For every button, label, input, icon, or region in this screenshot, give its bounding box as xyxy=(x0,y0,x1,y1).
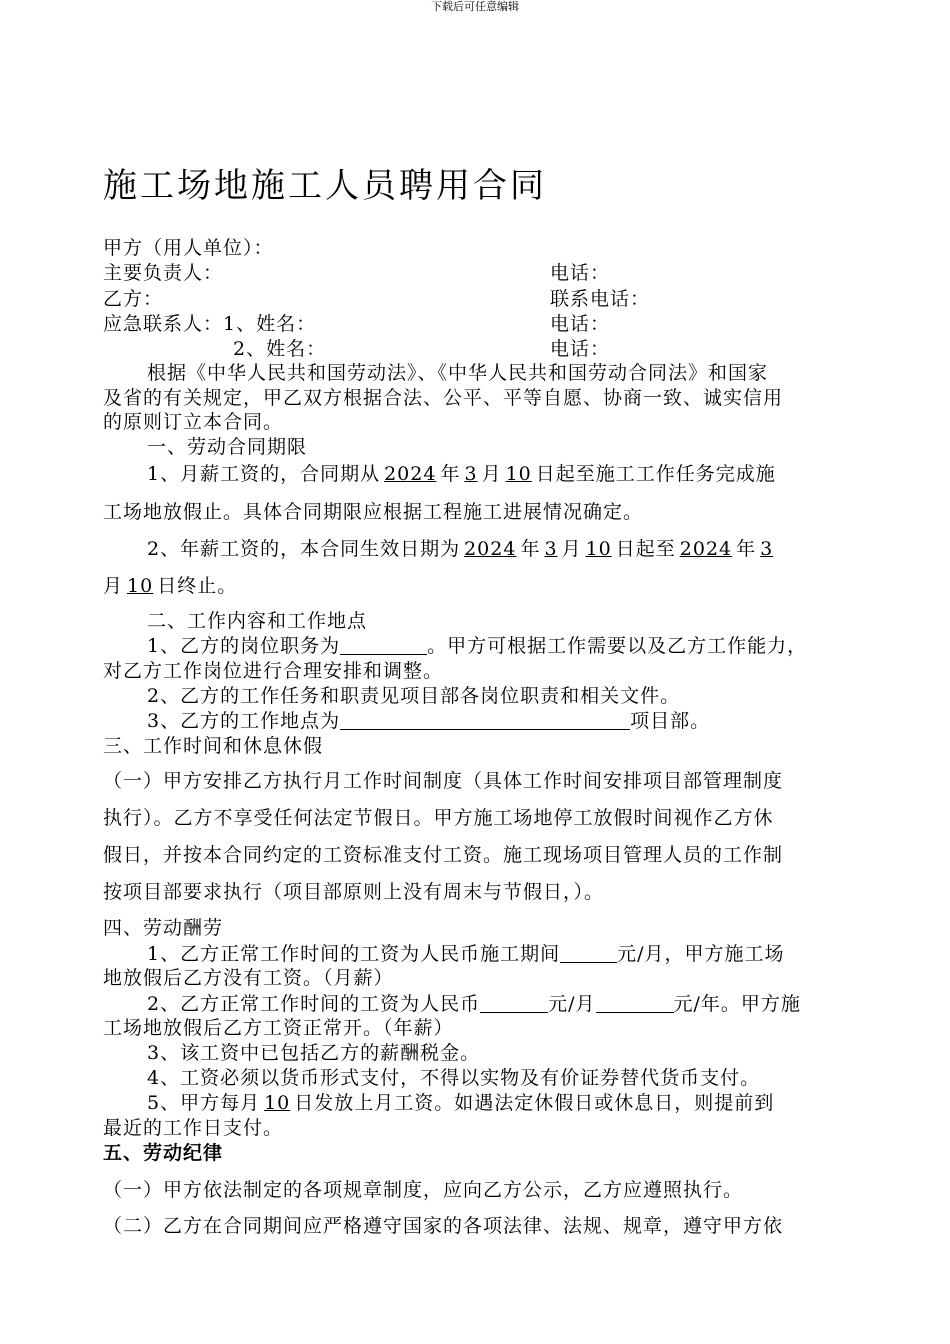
preamble-line-1: 根据《中华人民共和国劳动法》、《中华人民共和国劳动合同法》和国家 xyxy=(147,362,769,384)
section5-line-1: （一）甲方依法制定的各项规章制度，应向乙方公示，乙方应遵照执行。 xyxy=(103,1179,744,1201)
section2-heading: 二、工作内容和工作地点 xyxy=(147,610,368,632)
location-blank xyxy=(340,710,630,730)
section4-p2-line2: 工场地放假后乙方工资正常开。（年薪） xyxy=(103,1017,454,1039)
section5-line-2: （二）乙方在合同期间应严格遵守国家的各项法律、法规、规章，遵守甲方依 xyxy=(103,1215,784,1237)
position-blank xyxy=(340,635,427,655)
start-year: 2024 xyxy=(384,463,437,485)
party-a-line: 甲方（用人单位）： xyxy=(103,237,274,259)
section2-p1-line2: 对乙方工作岗位进行合理安排和调整。 xyxy=(103,660,444,682)
section3-line-4: 按项目部要求执行（项目部原则上没有周末与节假日，）。 xyxy=(103,881,605,903)
section4-p1-line2: 地放假后乙方没有工资。（月薪） xyxy=(103,967,394,989)
section2-p2: 2、乙方的工作任务和职责见项目部各岗位职责和相关文件。 xyxy=(147,685,681,707)
monthly-wage-blank xyxy=(560,943,617,963)
emergency-contact-1: 应急联系人：1、姓名： xyxy=(103,313,317,335)
section4-p5-line2: 最近的工作日支付。 xyxy=(103,1117,284,1139)
preamble-line-3: 的原则订立本合同。 xyxy=(103,411,284,433)
party-b-phone: 联系电话： xyxy=(550,288,651,310)
principal-label: 主要负责人： xyxy=(103,262,224,284)
section4-p5: 5、甲方每月 10 日发放上月工资。如遇法定休假日或休息日，则提前到 xyxy=(147,1092,775,1114)
start-month: 3 xyxy=(464,463,478,485)
section4-p3: 3、该工资中已包括乙方的薪酬税金。 xyxy=(147,1042,481,1064)
pay-day: 10 xyxy=(264,1092,291,1114)
monthly-wage-blank-2 xyxy=(480,993,548,1013)
section4-p4: 4、工资必须以货币形式支付，不得以实物及有价证券替代货币支付。 xyxy=(147,1067,761,1089)
emergency-contact-2: 2、姓名： xyxy=(233,338,327,360)
section1-p1: 1、月薪工资的，合同期从 2024 年 3 月 10 日起至施工工作任务完成施 xyxy=(147,463,776,485)
header-note: 下载后可任意编辑 xyxy=(431,0,519,13)
section4-p1: 1、乙方正常工作时间的工资为人民币施工期间 元/月，甲方施工场 xyxy=(147,943,785,965)
principal-line xyxy=(103,261,223,285)
section5-heading: 五、劳动纪律 xyxy=(103,1142,224,1164)
section1-heading: 一、劳动合同期限 xyxy=(147,436,308,458)
section3-line-3: 假日，并按本合同约定的工资标准支付工资。施工现场项目管理人员的工作制 xyxy=(103,844,784,866)
section3-line-1: （一）甲方安排乙方执行月工作时间制度（具体工作时间安排项目部管理制度 xyxy=(103,770,784,792)
section1-p1-line2: 工场地放假止。具体合同期限应根据工程施工进展情况确定。 xyxy=(103,501,644,523)
section1-p2: 2、年薪工资的，本合同生效日期为 2024 年 3 月 10 日起至 2024 年 3 xyxy=(147,538,774,560)
section4-heading: 四、劳动酬劳 xyxy=(103,917,224,939)
section1-p2-line2: 月 10 日终止。 xyxy=(103,575,238,597)
section2-p1: 1、乙方的岗位职务为 。甲方可根据工作需要以及乙方工作能力， xyxy=(147,635,808,657)
start-day: 10 xyxy=(505,463,532,485)
principal-phone: 电话： xyxy=(550,262,611,284)
section3-heading: 三、工作时间和休息休假 xyxy=(103,735,324,757)
preamble-line-2: 及省的有关规定，甲乙双方根据合法、公平、平等自愿、协商一致、诚实信用 xyxy=(103,387,784,409)
annual-wage-blank xyxy=(596,993,674,1013)
emergency-phone-1: 电话： xyxy=(550,313,611,335)
document-title: 施工场地施工人员聘用合同 xyxy=(103,166,547,206)
party-b-line: 乙方： xyxy=(103,288,164,310)
section4-p2: 2、乙方正常工作时间的工资为人民币 元/月 元/年。甲方施 xyxy=(147,993,801,1015)
section3-line-2: 执行）。乙方不享受任何法定节假日。甲方施工场地停工放假时间视作乙方休 xyxy=(103,807,774,829)
emergency-phone-2: 电话： xyxy=(550,338,611,360)
section2-p3: 3、乙方的工作地点为 项目部。 xyxy=(147,710,711,732)
